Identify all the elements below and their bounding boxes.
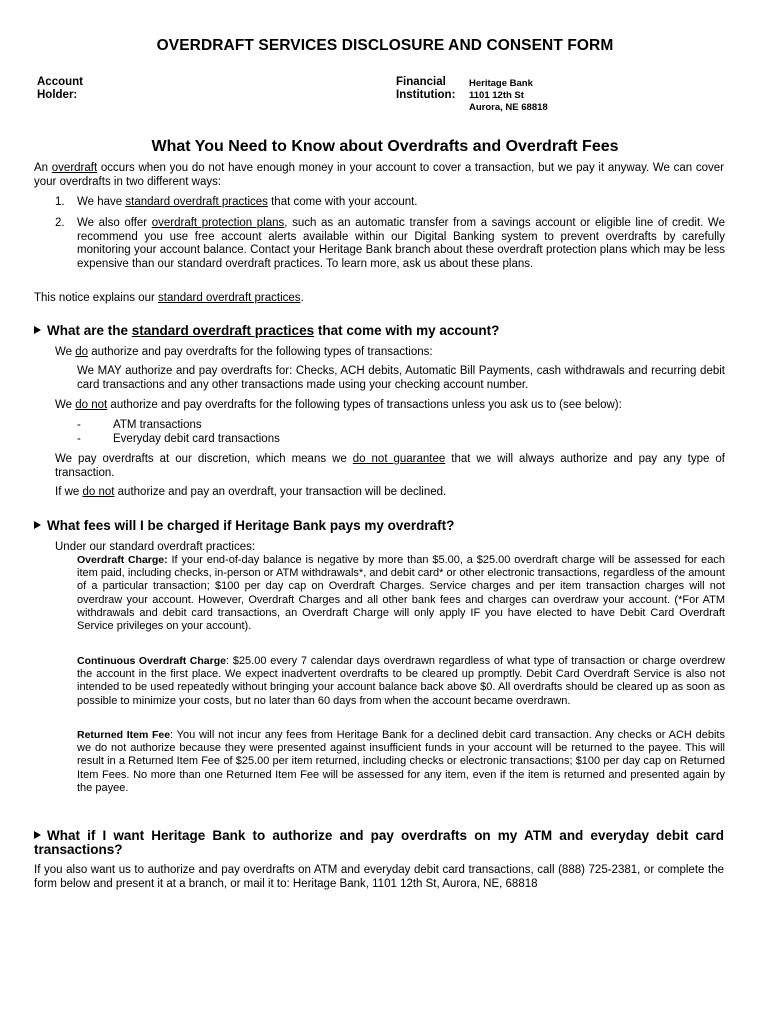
- under-practices-text: Under our standard overdraft practices:: [55, 541, 256, 553]
- bank-name: Heritage Bank: [469, 78, 533, 89]
- declined-pre: If we: [55, 486, 83, 498]
- do-authorize-text: [55, 346, 725, 360]
- intro-term: overdraft: [51, 162, 98, 174]
- section2-heading: [34, 519, 454, 533]
- returned-item-label: Returned Item Fee: [77, 729, 171, 741]
- section3-heading-text: What if I want Heritage Bank to authorize and pay overdrafts on my ATM and everyday debit card transactions?: [34, 828, 724, 857]
- bullet-dash: -: [77, 433, 81, 445]
- account-label-line2: Holder:: [37, 89, 78, 101]
- notice-paragraph: [34, 292, 724, 306]
- item2-post: , such as an automatic transfer from a savings account or eligible line of credit. We recommend you use free account alerts available within our Digital Banking system to prevent overdrafts by carefully monitoring your account balance. Contact your Heritage Bank branch about these overdraft protection plans which may be less expensive than our standard overdraft practices. To learn more, ask us about these plans.: [77, 217, 725, 270]
- item2-pre: We also offer: [77, 217, 152, 229]
- overdraft-charge-label: Overdraft Charge:: [77, 554, 168, 566]
- discretion-pre: We pay overdrafts at our discretion, which means we: [55, 453, 353, 465]
- continuous-charge-label: Continuous Overdraft Charge: [77, 655, 226, 667]
- donot-post: authorize and pay overdrafts for the following types of transactions unless you ask us to (see below):: [107, 399, 622, 411]
- section3-heading: [34, 829, 724, 857]
- section3-paragraph: If you also want us to authorize and pay overdrafts on ATM and everyday debit card transactions, call (888) 725-2381, or complete the form below and present it at a branch, or mail it to: Heritage Bank, 1101 12th St, Aurora, NE, 68818: [34, 864, 724, 890]
- notice-post: .: [300, 292, 304, 304]
- intro-paragraph: [34, 162, 724, 189]
- account-label-line1: Account: [37, 76, 83, 88]
- item1-number: 1.: [55, 196, 65, 208]
- item1-pre: We have: [77, 196, 126, 208]
- institution-label-line1: Financial: [396, 76, 446, 88]
- section1-heading-term: standard overdraft practices: [131, 323, 315, 338]
- notice-term: standard overdraft practices: [158, 292, 301, 304]
- triangle-bullet-icon: [34, 521, 41, 529]
- overdraft-charge-text: If your end-of-day balance is negative by more than $5.00, a $25.00 overdraft charge will be assessed for each item paid, including checks, in-person or ATM withdrawals*, and debit card* or other electronic transactions, regardless of the amount of a particular transaction; $100 per day cap on Overdraft Charges. Service charges and per item transaction charges will not overdraw your account. However, Overdraft Charges and all other bank fees and charges can overdraw your account. (*For ATM withdrawals and debit card transactions, an Overdraft Charge will only apply IF you have elected to have Debit Card Overdraft Service privileges on your account).: [77, 554, 725, 633]
- triangle-bullet-icon: [34, 831, 41, 839]
- bank-address: [469, 78, 548, 114]
- bullet-debit: Everyday debit card transactions: [113, 433, 280, 445]
- account-holder-label: [37, 76, 83, 102]
- overdraft-charge-paragraph: [77, 554, 725, 633]
- declined-text: [55, 486, 725, 500]
- do-not-authorize-text: [55, 399, 725, 413]
- discretion-term: do not guarantee: [352, 453, 446, 465]
- bullet-atm: ATM transactions: [113, 419, 202, 431]
- returned-item-text: : You will not incur any fees from Heritage Bank for a declined debit card transaction. Any checks or ACH debits we do not authorize because they were presented against insufficient funds in your account will be returned to the payee. This will result in a Returned Item Fee of $25.00 per item returned, including checks or electronic transactions; $100 per day cap on Returned Item Fees. No more than one Returned Item Fee will be assessed for any item, even if the item is returned and presented again by the payee.: [77, 729, 725, 794]
- notice-pre: This notice explains our: [34, 292, 159, 304]
- item1-text: [77, 196, 725, 210]
- declined-post: authorize and pay an overdraft, your transaction will be declined.: [114, 486, 447, 498]
- item2-term: overdraft protection plans: [151, 217, 285, 229]
- donot-term: do not: [75, 399, 108, 411]
- bank-street: 1101 12th St: [469, 90, 524, 101]
- continuous-charge-paragraph: [77, 655, 725, 708]
- returned-item-paragraph: [77, 729, 725, 795]
- discretion-post: that we will always authorize and pay any type of transaction.: [55, 453, 725, 479]
- do-term: do: [75, 346, 89, 358]
- donot-pre: We: [55, 399, 76, 411]
- section1-heading: [34, 324, 499, 338]
- institution-label-line2: Institution:: [396, 89, 456, 101]
- may-authorize-text: We MAY authorize and pay overdrafts for: Checks, ACH debits, Automatic Bill Payments, cash withdrawals and recurring debit card transactions and any other transactions made using your checking account number.: [77, 365, 725, 391]
- item1-post: that come with your account.: [267, 196, 418, 208]
- do-pre: We: [55, 346, 76, 358]
- main-heading: What You Need to Know about Overdrafts and Overdraft Fees: [151, 138, 619, 155]
- section2-heading-text: What fees will I be charged if Heritage Bank pays my overdraft?: [47, 518, 455, 533]
- item2-number: 2.: [55, 217, 65, 229]
- bullet-dash: -: [77, 419, 81, 431]
- intro-pre: An: [34, 162, 52, 174]
- item2-text: [77, 217, 725, 271]
- section1-heading-pre: What are the: [47, 323, 132, 338]
- financial-institution-label: [396, 76, 455, 102]
- do-post: authorize and pay overdrafts for the following types of transactions:: [88, 346, 433, 358]
- section1-heading-post: that come with my account?: [314, 323, 500, 338]
- form-title: OVERDRAFT SERVICES DISCLOSURE AND CONSENT FORM: [156, 37, 614, 54]
- triangle-bullet-icon: [34, 326, 41, 334]
- bank-city: Aurora, NE 68818: [469, 102, 548, 113]
- item1-term: standard overdraft practices: [125, 196, 268, 208]
- intro-post: occurs when you do not have enough money in your account to cover a transaction, but we pay it anyway. We can cover your overdrafts in two different ways:: [34, 162, 725, 188]
- continuous-charge-text: : $25.00 every 7 calendar days overdrawn regardless of what type of transaction or charge overdrew the account in the first place. We expect inadvertent overdrafts to be cleared up promptly. Debit Card Overdraft Service is also not intended to be used repeatedly without bringing your account balance back above $0. All overdrafts should be cleared up as soon as possible to minimize your costs, but no later than 60 days from when the account became overdrawn.: [77, 655, 725, 707]
- declined-term: do not: [82, 486, 115, 498]
- discretion-text: [55, 453, 725, 480]
